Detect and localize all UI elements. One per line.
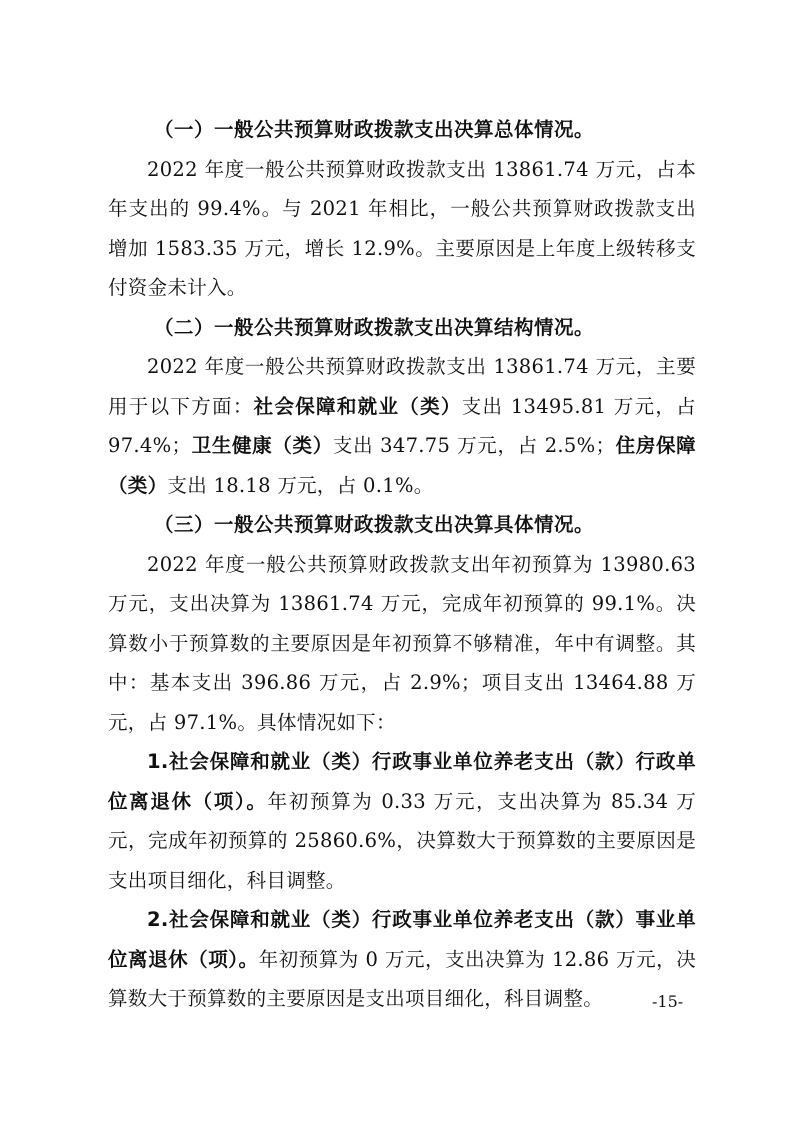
section-1-heading: （一）一般公共预算财政拨款支出决算总体情况。: [154, 118, 595, 141]
item-2-paragraph: [108, 900, 696, 1019]
category-health: 卫生健康（类）: [191, 434, 333, 457]
page-number: -15-: [652, 992, 684, 1011]
item-2-title: 2.社会保障和就业（类）行政事业单位养老支出（款）事业单位离退休（项）。: [108, 908, 696, 971]
item-2-text: 年初预算为 0 万元，支出决算为 12.86 万元，决算数大于预算数的主要原因是支出项目细化，科目调整。: [108, 947, 697, 1010]
section-2-paragraph: [108, 347, 696, 505]
section-3-heading: （三）一般公共预算财政拨款支出决算具体情况。: [154, 513, 595, 536]
category-social-security: 社会保障和就业（类）: [253, 394, 462, 418]
item-1-text: 年初预算为 0.33 万元，支出决算为 85.34 万元，完成年初预算的 25860.6%，决算数大于预算数的主要原因是支出项目细化，科目调整。: [108, 789, 697, 892]
item-1-paragraph: [108, 742, 696, 900]
section-2-intro: 2022 年度一般公共预算财政拨款支出 13861.74 万元，主要用于以下方面：: [108, 355, 696, 418]
category-social-security-amount: 支出 13495.81 万元，占 97.4%；: [108, 394, 696, 457]
section-2-heading: （二）一般公共预算财政拨款支出决算结构情况。: [154, 315, 595, 339]
category-housing-amount: 支出 18.18 万元，占 0.1%。: [167, 473, 434, 497]
category-health-amount: 支出 347.75 万元，占 2.5%；: [332, 434, 616, 457]
section-3-paragraph: 2022 年度一般公共预算财政拨款支出年初预算为 13980.63 万元，支出决算为 13861.74 万元，完成年初预算的 99.1%。决算数小于预算数的主要原因是年初预算不够精准，年中有调整。其中：基本支出 396.86 万元，占 2.9%；项目支出 13464.88 万元，占 97.1%。具体情况如下：: [108, 552, 696, 734]
document-body: [108, 110, 696, 1019]
item-1-title: 1.社会保障和就业（类）行政事业单位养老支出（款）行政单位离退休（项）。: [108, 750, 696, 813]
category-housing: 住房保障（类）: [108, 434, 696, 497]
section-1-paragraph: 2022 年度一般公共预算财政拨款支出 13861.74 万元，占本年支出的 99.4%。与 2021 年相比，一般公共预算财政拨款支出增加 1583.35 万元，增长 12.9%。主要原因是上年度上级转移支付资金未计入。: [108, 157, 696, 299]
